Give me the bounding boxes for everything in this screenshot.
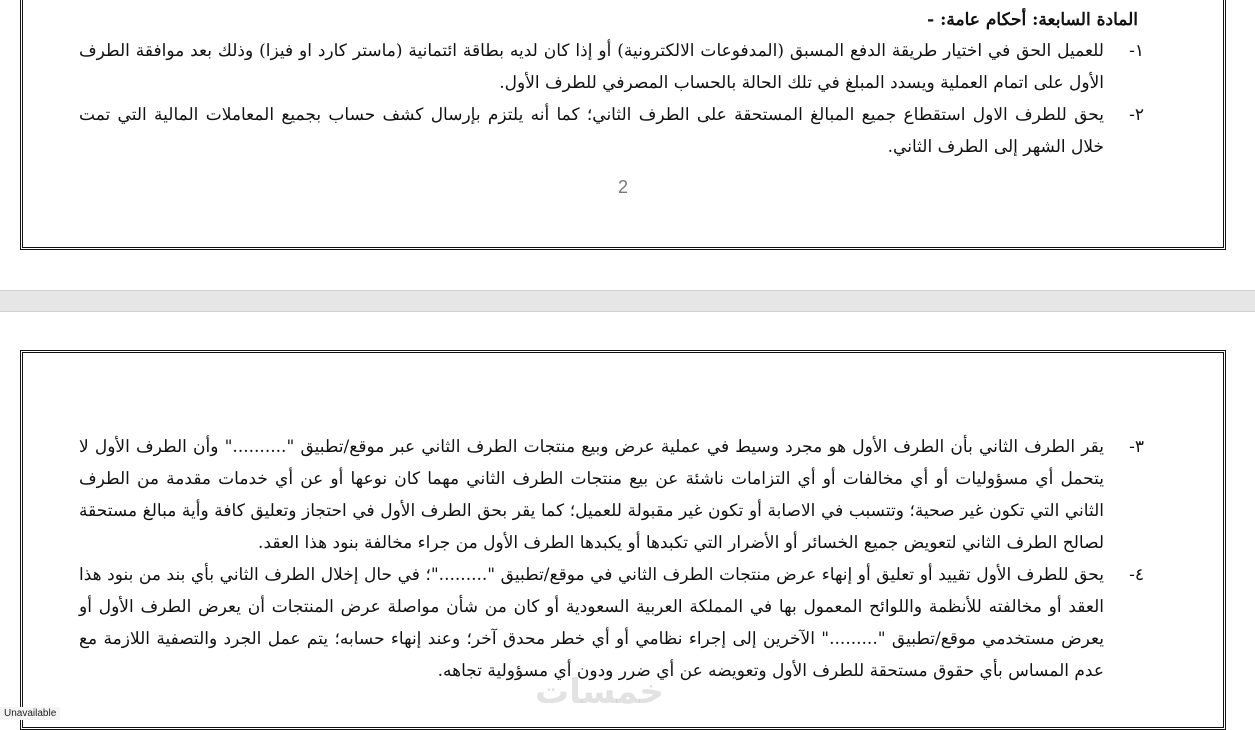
clause-text: يحق للطرف الأول تقييد أو تعليق أو إنهاء عرض منتجات الطرف الثاني في موقع/تطبيق "........."؛ في حال إخلال الطرف الثاني بأي بند من بنود هذا العقد أو مخالفته للأنظمة واللوائح المعمول بها في المملكة العربية السعودية أو كان من شأن مواصلة عرض المنتجات أن يعرض الطرف الأول أو يعرض مستخدمي موقع/تطبيق "........." الآخرين إلى إجراء نظامي أو أي خطر محدق آخر؛ وعند إنهاء حسابه؛ يتم عمل الجرد والتصفية اللازمة مع عدم المساس بأي حقوق مستحقة للطرف الأول وتعويضه عن أي ضرر ودون أي مسؤولية تجاهه.	[79, 565, 1104, 681]
document-page-1	[20, 0, 1226, 250]
clause-text: يحق للطرف الاول استقطاع جميع المبالغ المستحقة على الطرف الثاني؛ كما أنه يلتزم بإرسال كشف حساب بجميع المعاملات المالية التي تمت خلال الشهر إلى الطرف الثاني.	[79, 105, 1104, 157]
page-separator	[0, 290, 1255, 312]
status-text: Unavailable	[0, 707, 60, 720]
clause-text: يقر الطرف الثاني بأن الطرف الأول هو مجرد وسيط في عملية عرض وبيع منتجات الطرف الثاني عبر موقع/تطبيق ".........." وأن الطرف الأول لا يتحمل أي مسؤوليات أو أي مخالفات أو أي التزامات ناشئة عن بيع منتجات الطرف الثاني مهما كان نوعها أو عن أي خدمات مقدمة من الطرف الثاني التي تكون غير صحية؛ وتتسبب في الاصابة أو تكون غير مقبولة للعميل؛ كما يقر بحق الطرف الأول في احتجاز وتعليق كافة وأية مبالغ مستحقة لصالح الطرف الثاني لتعويض جميع الخسائر أو الأضرار التي تكبدها أو يكبدها الطرف الأول من جراء مخالفة بنود هذا العقد.	[79, 437, 1104, 553]
clause-4	[79, 559, 1144, 687]
clause-number: ٣-	[1129, 437, 1144, 457]
page-number: 2	[617, 177, 628, 197]
watermark-logo: خمسات	[535, 672, 664, 712]
clause-3	[79, 431, 1144, 559]
clause-number: ٢-	[1129, 105, 1144, 125]
clause-number: ٤-	[1129, 565, 1144, 585]
page-2-body	[79, 431, 1144, 687]
clause-number: ١-	[1129, 41, 1144, 61]
clause-1	[79, 35, 1144, 99]
clause-2	[79, 99, 1144, 163]
clause-text: للعميل الحق في اختيار طريقة الدفع المسبق (المدفوعات الالكترونية) أو إذا كان لديه بطاقة ائتمانية (ماستر كارد او فيزا) وذلك بعد موافقة الطرف الأول على اتمام العملية ويسدد المبلغ في تلك الحالة بالحساب المصرفي للطرف الأول.	[79, 41, 1104, 93]
page-1-body	[79, 5, 1144, 163]
article-heading: المادة السابعة: أحكام عامة: -	[927, 10, 1138, 30]
